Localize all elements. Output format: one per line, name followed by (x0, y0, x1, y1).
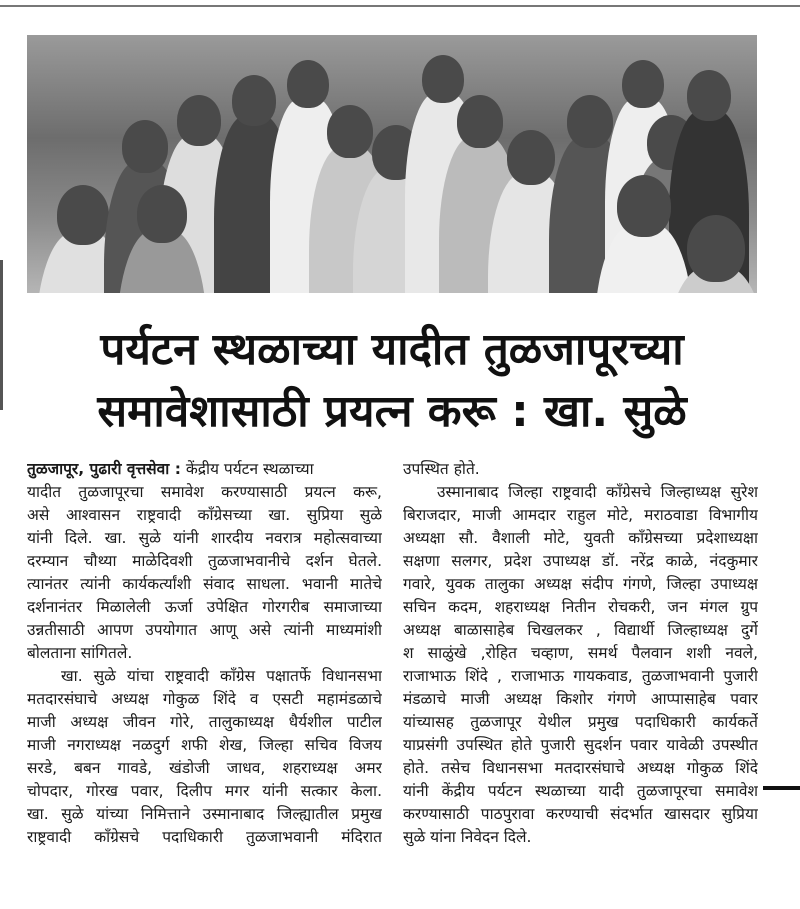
article-line: मतदारसंघाचे अध्यक्ष गोकुळ शिंदे व एसटी महामंडळाचे (27, 690, 382, 708)
article-line: मंडळाचे माजी अध्यक्ष किशोर गंगणे आप्पासाहेब पवार (403, 690, 758, 708)
person-head (622, 60, 664, 108)
article-line: यांनी दिले. खा. सुळे यांनी शारदीय नवरात्र महोत्सवाच्या (27, 529, 382, 547)
article-line: उपस्थित होते. (403, 460, 480, 478)
person-head (137, 185, 187, 243)
article-line: राष्ट्रवादी कॉंग्रेसचे पदाधिकारी तुळजाभवानी मंदिरात (27, 828, 382, 846)
person-head (177, 95, 221, 146)
person-head (232, 75, 276, 126)
clipping-edge (0, 260, 3, 410)
article-line: यांच्यासह तुळजापूर येथील प्रमुख पदाधिकारी कार्यकर्ते (403, 713, 758, 731)
article-line: अध्यक्षा सौ. वैशाली मोटे, युवती कॉंग्रेसच्या प्रदेशाध्यक्षा (403, 529, 758, 547)
person-head (287, 60, 329, 108)
article-line: बिराजदार, माजी आमदार राहुल मोटे, मराठवाडा विभागीय (403, 506, 758, 524)
article-column-right (403, 458, 758, 849)
article-line: असे आश्वासन राष्ट्रवादी कॉंग्रेसच्या खा. सुप्रिया सुळे (27, 506, 382, 524)
person-head (687, 70, 731, 121)
column-marker (763, 786, 800, 790)
article-line: अध्यक्ष बाळासाहेब चिखलकर , विद्यार्थी जिल्हाध्यक्ष दुर्गे (403, 621, 758, 639)
article-line: यादीत तुळजापूरचा समावेश करण्यासाठी प्रयत्न करू, (27, 483, 382, 501)
person-head (122, 120, 168, 173)
top-rule (0, 5, 800, 7)
article-line: त्यानंतर त्यांनी कार्यकर्त्यांशी संवाद साधला. भवानी मातेचे (27, 575, 382, 593)
headline-line-2: समावेशासाठी प्रयत्न करू : खा. सुळे (97, 386, 687, 437)
headline-line-1: पर्यटन स्थळाच्या यादीत तुळजापूरच्या (100, 324, 684, 375)
article-line: माजी नगराध्यक्ष नळदुर्ग शफी शेख, जिल्हा सचिव विजय (27, 736, 382, 754)
article-column-left (27, 458, 382, 849)
article-line: उन्नतीसाठी आपण उपयोगात आणू असे त्यांनी माध्यमांशी (27, 621, 382, 639)
article-line: गवारे, युवक तालुका अध्यक्ष संदीप गंगणे, जिल्हा उपाध्यक्ष (403, 575, 758, 593)
article-line: सक्षणा सलगर, प्रदेश उपाध्यक्ष डॉ. नरेंद्र काळे, नंदकुमार (403, 552, 758, 570)
person-head (327, 105, 373, 158)
article-line: करण्यासाठी पाठपुरावा करण्याची संदर्भात खासदार सुप्रिया (403, 805, 758, 823)
article-line: सचिन कदम, शहराध्यक्ष नितीन रोचकरी, जन मंगल ग्रुप (403, 598, 758, 616)
article-line: राजाभाऊ शिंदे , राजाभाऊ गायकवाड, तुळजाभवानी पुजारी (403, 667, 758, 685)
article-line: बोलताना सांगितले. (27, 644, 133, 662)
person-head (507, 130, 555, 185)
article-line: माजी अध्यक्ष जीवन गोरे, तालुकाध्यक्ष धैर्यशील पाटील (27, 713, 382, 731)
article-line: उस्मानाबाद जिल्हा राष्ट्रवादी कॉंग्रेसचे जिल्हाध्यक्ष सुरेश (437, 483, 758, 501)
article-line: सरडे, बबन गावडे, खंडोजी जाधव, शहराध्यक्ष अमर (27, 759, 382, 777)
person-head (687, 215, 745, 282)
person-head (422, 55, 464, 103)
person-head (567, 95, 613, 148)
article-line: खा. सुळे यांच्या निमित्ताने उस्मानाबाद जिल्ह्यातील प्रमुख (27, 805, 382, 823)
article-line: श साळुंखे ,रोहित चव्हाण, समर्थ पैलवान शशी नवले, (403, 644, 758, 662)
article-line: चोपदार, गोरख पवार, दिलीप मगर यांनी सत्कार केला. (27, 782, 382, 800)
article-line: खा. सुळे यांचा राष्ट्रवादी कॉंग्रेस पक्षातर्फे विधानसभा (61, 667, 382, 685)
person-head (457, 95, 503, 148)
article-line (27, 458, 382, 481)
person-head (617, 175, 671, 237)
article-line: यांनी केंद्रीय पर्यटन स्थळाच्या यादी तुळजापूरचा समावेश (403, 782, 758, 800)
article-line: होते. तसेच विधानसभा मतदारसंघाचे अध्यक्ष गोकुळ शिंदे (403, 759, 758, 777)
article-line: याप्रसंगी उपस्थित होते पुजारी सुदर्शन पवार यावेळी उपस्थीत (403, 736, 758, 754)
dateline: तुळजापूर, पुढारी वृत्तसेवा : (27, 460, 181, 478)
article-line: सुळे यांना निवेदन दिले. (403, 828, 532, 846)
news-photo (27, 35, 757, 293)
article-line: दर्शनानंतर मिळालेली ऊर्जा उपेक्षित गोरगरीब समाजाच्या (27, 598, 382, 616)
person-head (57, 185, 109, 245)
article-line: दरम्यान चौथ्या माळेदिवशी तुळजाभवानीचे दर्शन घेतले. (27, 552, 382, 570)
article-text: केंद्रीय पर्यटन स्थळाच्या (180, 460, 314, 478)
